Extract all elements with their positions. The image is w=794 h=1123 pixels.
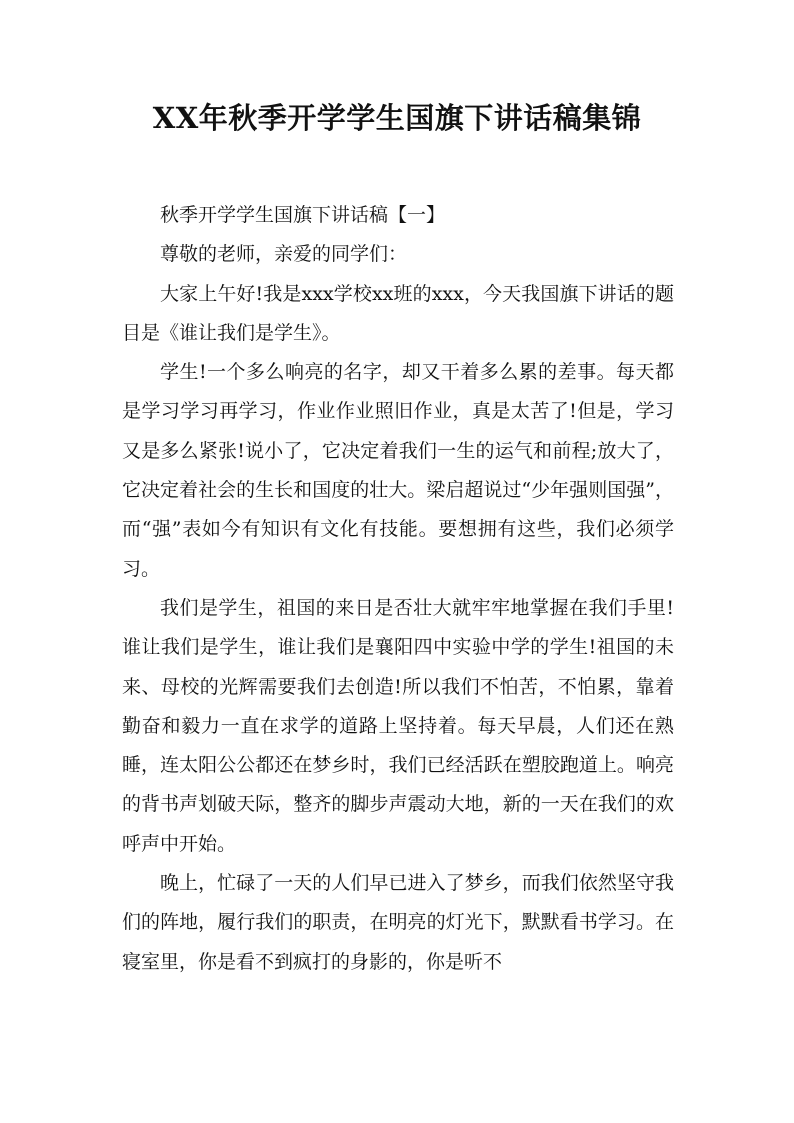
section-heading: 秋季开学学生国旗下讲话稿【一】 <box>160 204 446 226</box>
body-paragraph: 晚上，忙碌了一天的人们早已进入了梦乡，而我们依然坚守我们的阵地，履行我们的职责，在明亮的灯光下，默默看书学习。在寝室里，你是看不到疯打的身影的，你是听不 <box>122 872 674 973</box>
document-body <box>122 196 674 982</box>
salutation: 尊敬的老师，亲爱的同学们： <box>160 243 408 266</box>
body-paragraph: 大家上午好!我是xxx学校xx班的xxx，今天我国旗下讲话的题目是《谁让我们是学生》。 <box>122 282 674 344</box>
body-paragraph: 我们是学生，祖国的来日是否壮大就牢牢地掌握在我们手里!谁让我们是学生，谁让我们是襄阳四中实验中学的学生!祖国的未来、母校的光辉需要我们去创造!所以我们不怕苦，不怕累，靠着勤奋和毅力一直在求学的道路上坚持着。每天早晨，人们还在熟睡，连太阳公公都还在梦乡时，我们已经活跃在塑胶跑道上。响亮的背书声划破天际，整齐的脚步声震动大地，新的一天在我们的欢呼声中开始。 <box>122 596 674 855</box>
body-paragraph: 学生!一个多么响亮的名字，却又干着多么累的差事。每天都是学习学习再学习，作业作业照旧作业，真是太苦了!但是，学习又是多么紧张!说小了，它决定着我们一生的运气和前程;放大了，它决定着社会的生长和国度的壮大。梁启超说过“少年强则国强”，而“强”表如今有知识有文化有技能。要想拥有这些，我们必须学习。 <box>122 361 674 580</box>
document-title: XX年秋季开学学生国旗下讲话稿集锦 <box>152 101 642 135</box>
